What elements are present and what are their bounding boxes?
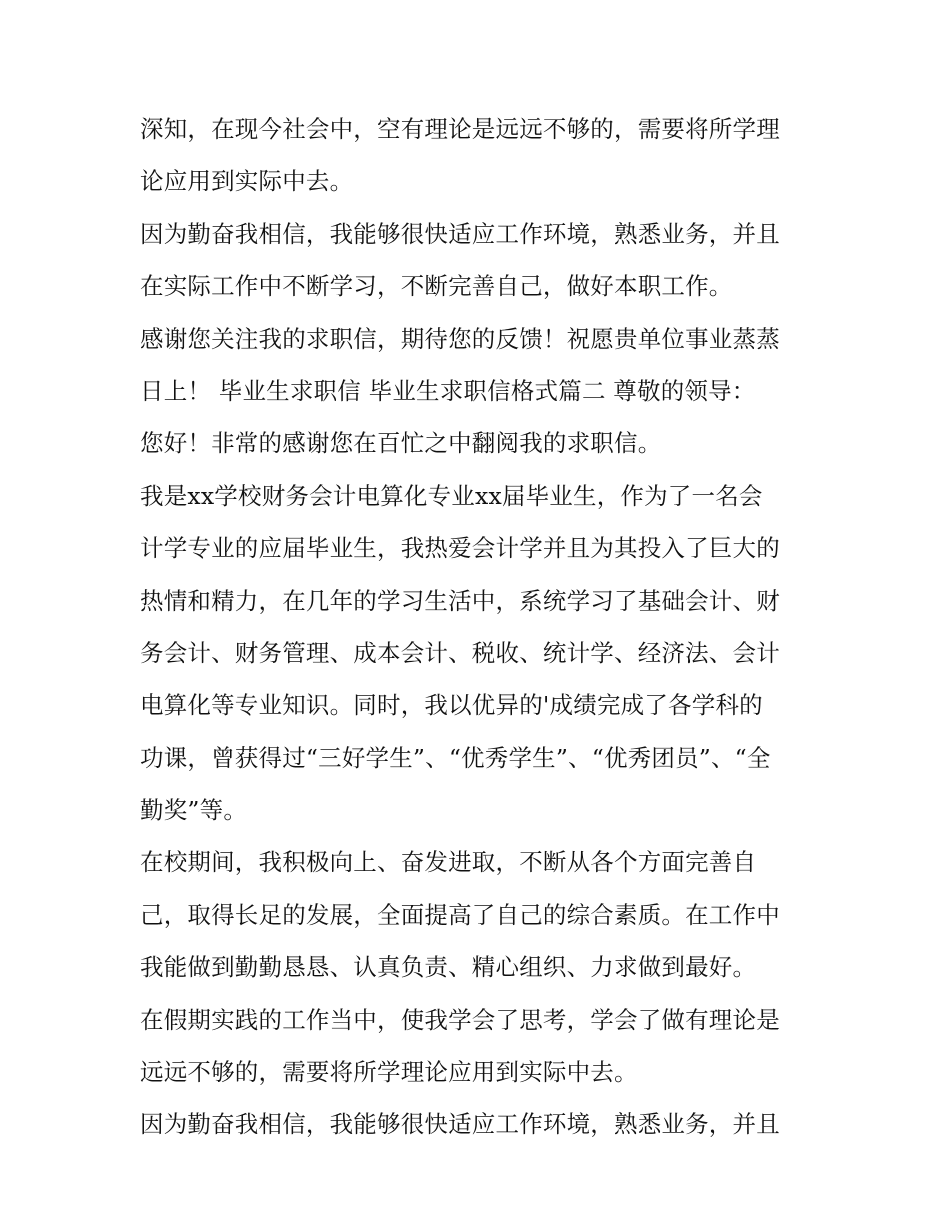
- text-line: 论应用到实际中去。: [140, 167, 354, 196]
- text-line: 日上！ 毕业生求职信 毕业生求职信格式篇二 尊敬的领导：: [140, 376, 756, 405]
- text-line: 远远不够的，需要将所学理论应用到实际中去。: [140, 1058, 638, 1087]
- text-line: 因为勤奋我相信，我能够很快适应工作环境，熟悉业务，并且: [140, 219, 780, 248]
- text-line: 勤奖”等。: [140, 796, 248, 825]
- text-line: 在校期间，我积极向上、奋发进取，不断从各个方面完善自: [140, 848, 757, 877]
- text-line: 我能做到勤勤恳恳、认真负责、精心组织、力求做到最好。: [140, 953, 757, 982]
- text-line: 您好！非常的感谢您在百忙之中翻阅我的求职信。: [140, 429, 662, 458]
- text-line: 己，取得长足的发展，全面提高了自己的综合素质。在工作中: [140, 900, 780, 929]
- text-line: 在实际工作中不断学习，不断完善自己，做好本职工作。: [140, 272, 733, 301]
- body-text: [140, 103, 820, 1151]
- text-line: 感谢您关注我的求职信，期待您的反馈！祝愿贵单位事业蒸蒸: [140, 324, 780, 353]
- text-line: 热情和精力，在几年的学习生活中，系统学习了基础会计、财: [140, 586, 780, 615]
- text-line: 电算化等专业知识。同时，我以优异的'成绩完成了各学科的: [140, 691, 763, 720]
- text-line: 因为勤奋我相信，我能够很快适应工作环境，熟悉业务，并且: [140, 1110, 780, 1139]
- text-line: 我是xx学校财务会计电算化专业xx届毕业生，作为了一名会: [140, 481, 763, 510]
- text-line: 务会计、财务管理、成本会计、税收、统计学、经济法、会计: [140, 638, 780, 667]
- text-line: 深知，在现今社会中，空有理论是远远不够的，需要将所学理: [140, 115, 780, 143]
- text-line: 计学专业的应届毕业生，我热爱会计学并且为其投入了巨大的: [140, 534, 780, 563]
- text-line: 在假期实践的工作当中，使我学会了思考，学会了做有理论是: [140, 1005, 780, 1034]
- text-line: 功课，曾获得过“三好学生”、“优秀学生”、“优秀团员”、“全: [140, 743, 771, 772]
